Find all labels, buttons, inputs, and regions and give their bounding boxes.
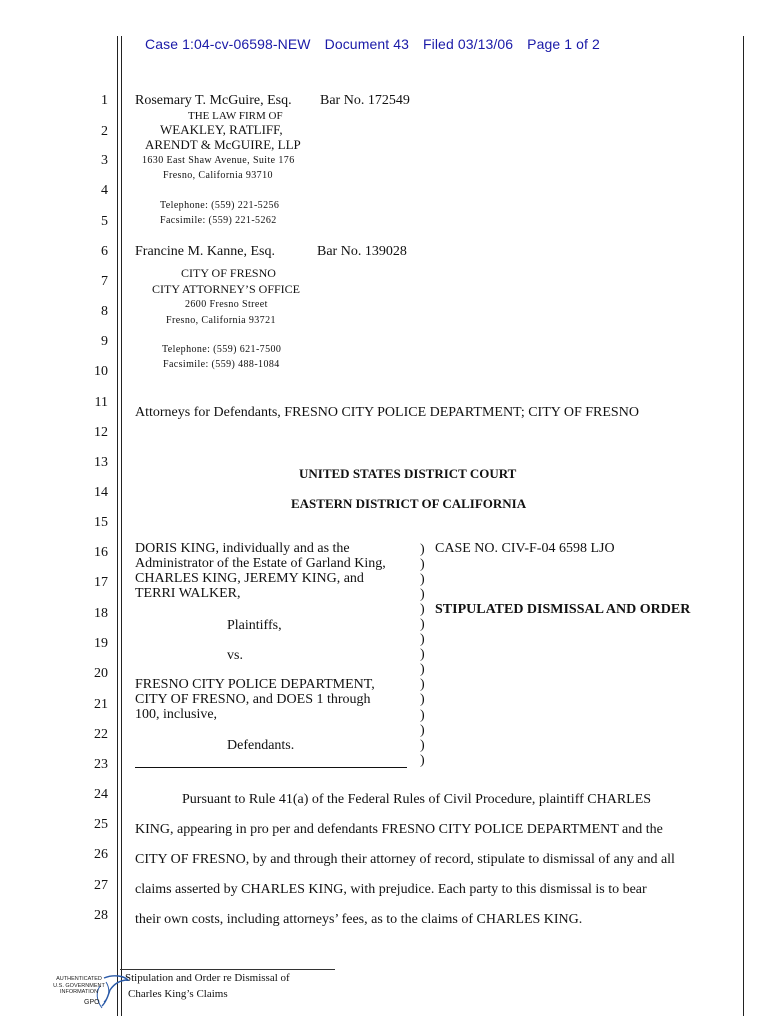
line-number: 19 (94, 636, 108, 651)
footer-rule (120, 969, 335, 970)
case-number: Case 1:04-cv-06598-NEW (145, 36, 311, 52)
body-line: KING, appearing in pro per and defendants FRESNO CITY POLICE DEPARTMENT and the (135, 822, 663, 837)
line-number: 23 (94, 757, 108, 772)
plaintiffs-line: CHARLES KING, JEREMY KING, and (135, 571, 364, 586)
left-margin-rule-outer (117, 36, 118, 1016)
plaintiffs-label: Plaintiffs, (227, 618, 282, 633)
line-number: 7 (101, 274, 108, 289)
attorney2-name: Francine M. Kanne, Esq. (135, 244, 275, 259)
line-number: 25 (94, 817, 108, 832)
line-number: 20 (94, 666, 108, 681)
line-number: 24 (94, 787, 108, 802)
gpo-authentication-seal (44, 972, 130, 1014)
attorney1-address1: 1630 East Shaw Avenue, Suite 176 (142, 155, 295, 166)
body-line: claims asserted by CHARLES KING, with prejudice. Each party to this dismissal is to bear (135, 882, 647, 897)
attorney1-firm-line3: ARENDT & McGUIRE, LLP (145, 137, 301, 152)
versus-label: vs. (227, 648, 243, 663)
plaintiffs-line: DORIS KING, individually and as the (135, 541, 350, 556)
defendants-line: CITY OF FRESNO, and DOES 1 through (135, 692, 371, 707)
caption-parentheses: ) ) ) ) ) ) ) ) ) ) ) ) ) ) ) (420, 542, 425, 768)
line-number: 21 (94, 697, 108, 712)
attorney2-facsimile: Facsimile: (559) 488-1084 (163, 359, 280, 370)
line-number: 12 (94, 425, 108, 440)
attorney1-facsimile: Facsimile: (559) 221-5262 (160, 215, 277, 226)
line-number: 15 (94, 515, 108, 530)
footer-caption-line2: Charles King’s Claims (128, 988, 228, 1000)
line-number: 5 (101, 214, 108, 229)
attorney1-telephone: Telephone: (559) 221-5256 (160, 200, 280, 211)
line-number: 14 (94, 485, 108, 500)
attorney2-telephone: Telephone: (559) 621-7500 (162, 344, 282, 355)
attorney2-address1: 2600 Fresno Street (185, 299, 268, 310)
gpo-text-line3: INFORMATION (59, 989, 99, 995)
footer-caption-line1: Stipulation and Order re Dismissal of (125, 972, 290, 984)
attorney2-bar-number: Bar No. 139028 (317, 244, 407, 259)
line-number: 28 (94, 908, 108, 923)
caption-underline (135, 767, 407, 768)
line-number: 18 (94, 606, 108, 621)
attorney1-firm-line1: THE LAW FIRM OF (188, 110, 283, 122)
gpo-text-line2: U.S. GOVERNMENT (53, 982, 105, 989)
page-indicator: Page 1 of 2 (527, 36, 600, 52)
attorney1-firm-line2: WEAKLEY, RATLIFF, (160, 122, 283, 137)
body-line: CITY OF FRESNO, by and through their attorney of record, stipulate to dismissal of any and all (135, 852, 675, 867)
body-line: their own costs, including attorneys’ fees, as to the claims of CHARLES KING. (135, 912, 583, 927)
filed-date: Filed 03/13/06 (422, 36, 514, 52)
attorney2-address2: Fresno, California 93721 (166, 315, 276, 326)
court-name: UNITED STATES DISTRICT COURT (299, 466, 517, 481)
left-margin-rule-inner (121, 36, 122, 1016)
line-number: 22 (94, 727, 108, 742)
line-number: 2 (101, 124, 108, 139)
line-number: 6 (101, 244, 108, 259)
attorney2-office-line1: CITY OF FRESNO (181, 266, 276, 280)
document-title: STIPULATED DISMISSAL AND ORDER (435, 602, 691, 617)
defendants-label: Defendants. (227, 738, 295, 753)
defendants-line: 100, inclusive, (135, 707, 218, 722)
line-number: 3 (101, 153, 108, 168)
line-number: 27 (94, 878, 108, 893)
attorney2-office-line2: CITY ATTORNEY’S OFFICE (152, 282, 301, 296)
attorney1-address2: Fresno, California 93710 (163, 170, 273, 181)
attorney1-bar-number: Bar No. 172549 (320, 93, 410, 108)
gpo-text-line4: GPO (84, 999, 100, 1006)
line-number: 4 (101, 183, 108, 198)
court-district: EASTERN DISTRICT OF CALIFORNIA (291, 496, 527, 511)
document-header (145, 36, 610, 52)
line-number: 8 (101, 304, 108, 319)
case-number-caption: CASE NO. CIV-F-04 6598 LJO (435, 541, 615, 556)
line-number: 16 (94, 545, 108, 560)
gpo-text-line1: AUTHENTICATED (56, 976, 102, 982)
body-line: Pursuant to Rule 41(a) of the Federal Rules of Civil Procedure, plaintiff CHARLES (182, 792, 652, 807)
line-number: 1 (101, 93, 108, 108)
right-margin-rule (743, 36, 744, 1016)
plaintiffs-line: TERRI WALKER, (135, 586, 241, 601)
attorneys-for-line: Attorneys for Defendants, FRESNO CITY POLICE DEPARTMENT; CITY OF FRESNO (135, 405, 639, 420)
attorney1-name: Rosemary T. McGuire, Esq. (135, 93, 292, 108)
plaintiffs-line: Administrator of the Estate of Garland King, (135, 556, 386, 571)
defendants-line: FRESNO CITY POLICE DEPARTMENT, (135, 677, 375, 692)
line-number: 17 (94, 575, 108, 590)
line-number: 26 (94, 847, 108, 862)
document-number: Document 43 (324, 36, 409, 52)
line-number: 13 (94, 455, 108, 470)
line-number: 9 (101, 334, 108, 349)
line-number: 10 (94, 364, 108, 379)
line-number: 11 (94, 395, 108, 410)
